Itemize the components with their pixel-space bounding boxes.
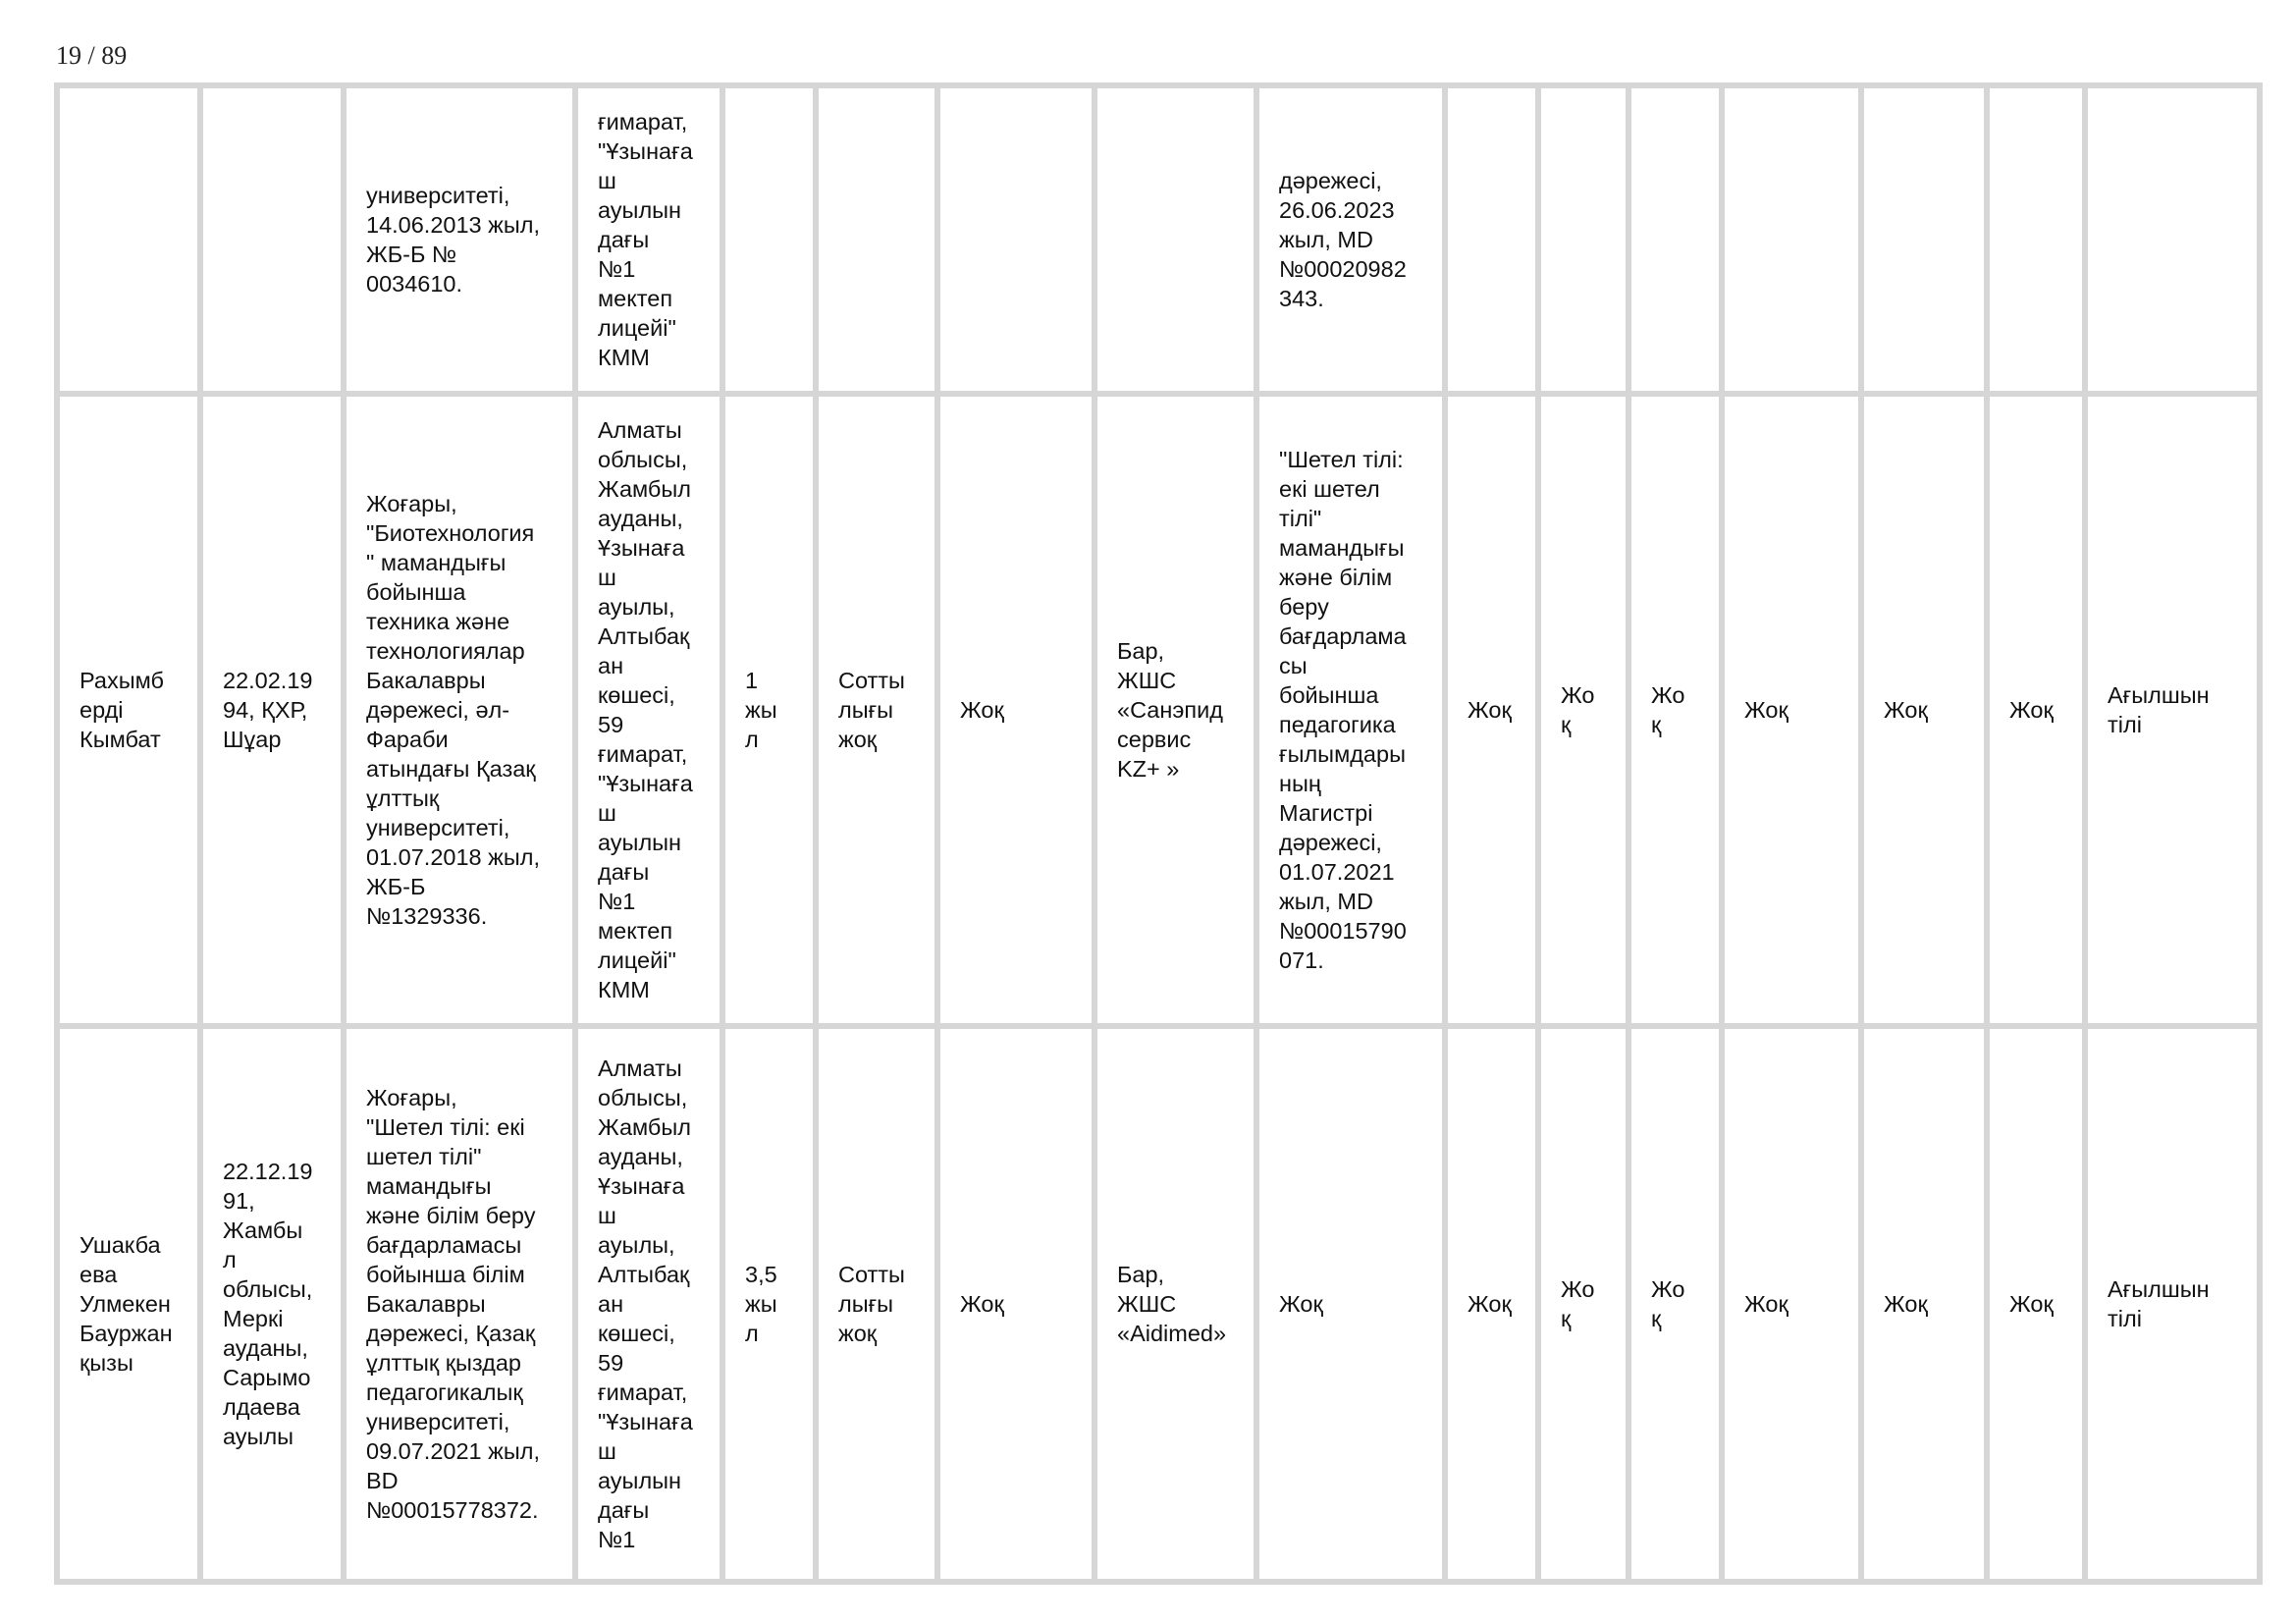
candidates-table: [54, 82, 2263, 1585]
cell-birth-date-place: 22.12.19 91, Жамбы л облысы, Меркі ауданы, Сарымо лдаева ауылы: [200, 1026, 344, 1582]
cell-medical-certificate: [1095, 85, 1256, 394]
cell-experience: 1 жы л: [722, 394, 816, 1026]
cell-col-14: Жоқ: [1861, 394, 1987, 1026]
cell-col-12: [1629, 85, 1722, 394]
cell-col-13: Жоқ: [1722, 1026, 1861, 1582]
cell-col-13: [1722, 85, 1861, 394]
cell-birth-date-place: [200, 85, 344, 394]
cell-col-12: Жо қ: [1629, 394, 1722, 1026]
cell-criminal-record: [816, 85, 937, 394]
cell-language: [2085, 85, 2260, 394]
table-row: [57, 394, 2260, 1026]
page-number: 19 / 89: [56, 41, 128, 70]
cell-education: университеті, 14.06.2013 жыл, ЖБ-Б № 0034610.: [344, 85, 575, 394]
cell-col-15: Жоқ: [1987, 394, 2085, 1026]
cell-address: ғимарат, "Ұзынаға ш ауылын дағы №1 мектеп лицейі" КММ: [575, 85, 722, 394]
cell-criminal-record: Сотты лығы жоқ: [816, 1026, 937, 1582]
cell-col-15: Жоқ: [1987, 1026, 2085, 1582]
cell-col-10: Жоқ: [1445, 1026, 1538, 1582]
cell-col-12: Жо қ: [1629, 1026, 1722, 1582]
cell-col-10: [1445, 85, 1538, 394]
cell-language: Ағылшын тілі: [2085, 1026, 2260, 1582]
cell-experience: [722, 85, 816, 394]
cell-address: Алматы облысы, Жамбыл ауданы, Ұзынаға ш ауылы, Алтыбақ ан көшесі, 59 ғимарат, "Ұзынаға ш ауылын дағы №1 мектеп лицейі" КММ: [575, 394, 722, 1026]
cell-col-7: Жоқ: [937, 1026, 1095, 1582]
cell-criminal-record: Сотты лығы жоқ: [816, 394, 937, 1026]
cell-col-10: Жоқ: [1445, 394, 1538, 1026]
cell-education: Жоғары, "Шетел тілі: екі шетел тілі" мамандығы және білім беру бағдарламасы бойынша білім Бакалавры дәрежесі, Қазақ ұлттық қыздар педагогикалық университеті, 09.07.2021 жыл, BD №00015778372.: [344, 1026, 575, 1582]
cell-birth-date-place: 22.02.19 94, ҚХР, Шұар: [200, 394, 344, 1026]
cell-address: Алматы облысы, Жамбыл ауданы, Ұзынаға ш ауылы, Алтыбақ ан көшесі, 59 ғимарат, "Ұзынаға ш ауылын дағы №1: [575, 1026, 722, 1582]
cell-language: Ағылшын тілі: [2085, 394, 2260, 1026]
cell-full-name: Ушакба ева Улмекен Бауржан қызы: [57, 1026, 200, 1582]
cell-medical-certificate: Бар, ЖШС «Санэпид сервис KZ+ »: [1095, 394, 1256, 1026]
cell-col-11: [1538, 85, 1629, 394]
cell-col-11: Жо қ: [1538, 1026, 1629, 1582]
cell-col-14: [1861, 85, 1987, 394]
cell-full-name: [57, 85, 200, 394]
cell-col-7: Жоқ: [937, 394, 1095, 1026]
table-row: [57, 1026, 2260, 1582]
cell-masters-degree: дәрежесі, 26.06.2023 жыл, MD №00020982 343.: [1256, 85, 1445, 394]
cell-education: Жоғары, "Биотехнология " мамандығы бойынша техника және технологиялар Бакалавры дәрежесі, әл- Фараби атындағы Қазақ ұлттық университеті, 01.07.2018 жыл, ЖБ-Б №1329336.: [344, 394, 575, 1026]
table-row: [57, 85, 2260, 394]
cell-medical-certificate: Бар, ЖШС «Aidimed»: [1095, 1026, 1256, 1582]
cell-col-15: [1987, 85, 2085, 394]
cell-full-name: Рахымб ерді Кымбат: [57, 394, 200, 1026]
cell-col-14: Жоқ: [1861, 1026, 1987, 1582]
cell-col-13: Жоқ: [1722, 394, 1861, 1026]
cell-col-11: Жо қ: [1538, 394, 1629, 1026]
cell-experience: 3,5 жы л: [722, 1026, 816, 1582]
cell-col-7: [937, 85, 1095, 394]
cell-masters-degree: "Шетел тілі: екі шетел тілі" мамандығы және білім беру бағдарлама сы бойынша педагогика ғылымдары ның Магистрі дәрежесі, 01.07.2021 жыл, MD №00015790 071.: [1256, 394, 1445, 1026]
cell-masters-degree: Жоқ: [1256, 1026, 1445, 1582]
